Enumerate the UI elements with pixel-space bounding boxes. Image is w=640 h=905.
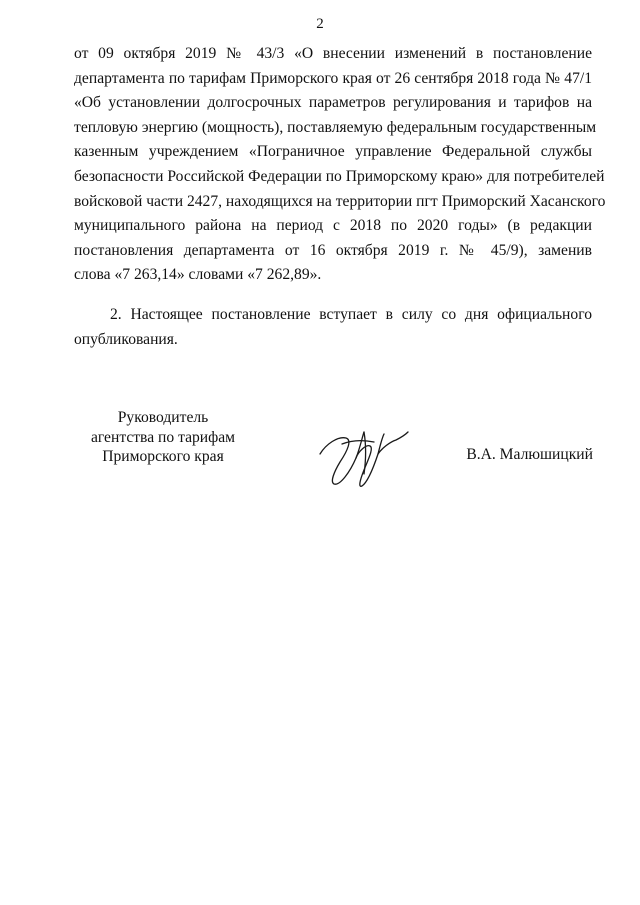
paragraph-1-line: слова «7 263,14» словами «7 262,89».	[74, 266, 322, 284]
paragraph-1-line: от 09 октября 2019 № 43/3 «О внесении изменений в постановление	[74, 45, 592, 62]
paragraph-1-line: департамента по тарифам Приморского края от 26 сентября 2018 года № 47/1	[74, 69, 592, 87]
paragraph-1-line: «Об установлении долгосрочных параметров регулирования и тарифов на	[74, 94, 592, 112]
paragraph-1-line: постановления департамента от 16 октября 2019 г. № 45/9), заменив	[74, 241, 592, 259]
paragraph-1-line: безопасности Российской Федерации по Приморскому краю» для потребителей	[74, 167, 605, 185]
paragraph-1-line: казенным учреждением «Пограничное управление Федеральной службы	[74, 143, 592, 161]
signatory-position-line: Приморского края	[102, 448, 224, 465]
paragraph-1	[74, 42, 606, 288]
signatory-position-line: агентства по тарифам	[90, 428, 236, 446]
signature-block	[0, 408, 640, 498]
paragraph-1-line: муниципального района на период с 2018 по 2020 годы» (в редакции	[74, 217, 592, 235]
paragraph-1-line: тепловую энергию (мощность), поставляемую федеральным государственным	[74, 118, 597, 136]
handwritten-signature-icon	[312, 414, 412, 494]
signatory-position-line: Руководитель	[117, 409, 209, 426]
paragraph-2-line: опубликования.	[74, 330, 178, 348]
paragraph-1-line: войсковой части 2427, находящихся на территории пгт Приморский Хасанского	[74, 192, 606, 210]
paragraph-2-line: 2. Настоящее постановление вступает в силу со дня официального	[110, 306, 592, 323]
page-number: 2	[316, 16, 324, 32]
signatory-position	[78, 408, 248, 467]
signatory-name: В.А. Малюшицкий	[466, 446, 593, 463]
paragraph-2	[74, 303, 592, 352]
